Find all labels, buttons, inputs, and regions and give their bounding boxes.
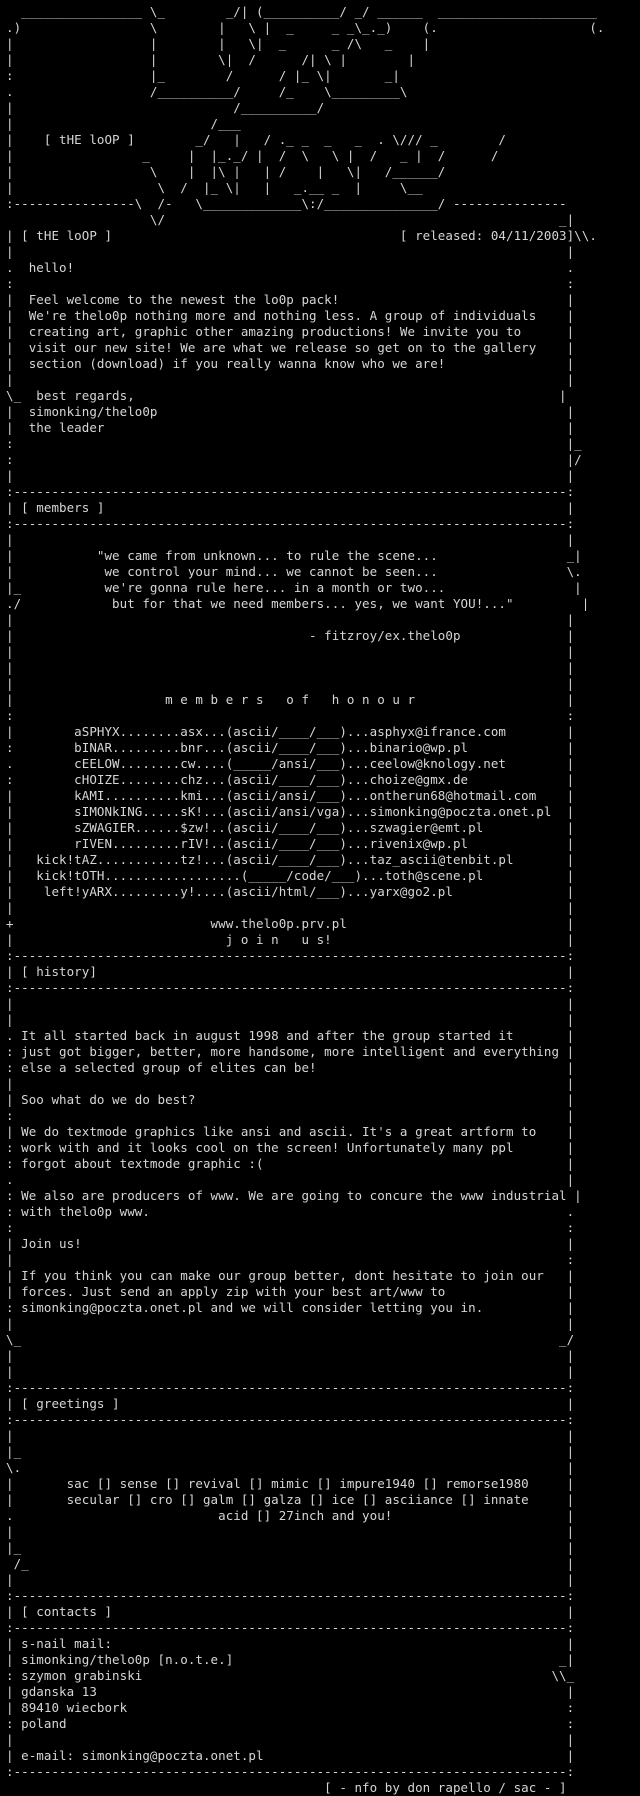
nfo-line: |_ | — [6, 1444, 575, 1459]
nfo-line: | "we came from unknown... to rule the scene... _| — [6, 548, 582, 563]
nfo-line: | | — [6, 1348, 575, 1363]
nfo-line: | | — [6, 1428, 575, 1443]
nfo-line: \_ _/ — [6, 1332, 575, 1347]
nfo-line: | kAMI..........kmi...(ascii/ansi/___)...ontherun68@hotmail.com | — [6, 788, 575, 803]
nfo-line: | creating art, graphic other amazing productions! We invite you to | — [6, 324, 575, 339]
nfo-line: | aSPHYX........asx...(ascii/____/___)...asphyx@ifrance.com | — [6, 724, 575, 739]
nfo-line: | | — [6, 676, 575, 691]
nfo-line: :----------------\ /- \_____________\:/_______________/ --------------- — [6, 196, 567, 211]
nfo-line: | - fitzroy/ex.thelo0p | — [6, 628, 575, 643]
nfo-line: | | — [6, 1524, 575, 1539]
nfo-line: | left!yARX.........y!....(ascii/html/___)...yarx@go2.pl | — [6, 884, 575, 899]
nfo-line: :-------------------------------------------------------------------------: — [6, 1620, 575, 1635]
nfo-line: : : — [6, 1220, 575, 1235]
nfo-line: | visit our new site! We are what we release so get on to the gallery | — [6, 340, 575, 355]
nfo-line: | | — [6, 1316, 575, 1331]
nfo-line: . cEELOW........cw....(_____/ansi/___)...ceelow@knology.net | — [6, 756, 575, 771]
nfo-line: | sac [] sense [] revival [] mimic [] impure1940 [] remorse1980 | — [6, 1476, 575, 1491]
nfo-line: :-------------------------------------------------------------------------: — [6, 1412, 575, 1427]
nfo-line: | [ tHE loOP ] _/ | / ._ _ _ _ . \/// _ / — [6, 132, 506, 147]
nfo-line: | [ members ] | — [6, 500, 575, 515]
nfo-line: |_ we're gonna rule here... in a month or two... | — [6, 580, 582, 595]
nfo-line: | | — [6, 1572, 575, 1587]
nfo-line: : : — [6, 708, 575, 723]
nfo-line: : with thelo0p www. . — [6, 1204, 575, 1219]
nfo-line: | [ greetings ] | — [6, 1396, 575, 1411]
nfo-line: :-------------------------------------------------------------------------: — [6, 484, 575, 499]
nfo-line: \_ best regards, | — [6, 388, 567, 403]
nfo-line: : | — [6, 1108, 575, 1123]
nfo-line: : simonking@poczta.onet.pl and we will consider letting you in. | — [6, 1300, 575, 1315]
nfo-line: : |/ — [6, 452, 582, 467]
nfo-line: ./ but for that we need members... yes, we want YOU!..." | — [6, 596, 590, 611]
nfo-line: | | — [6, 900, 575, 915]
nfo-line: | Soo what do we do best? | — [6, 1092, 575, 1107]
nfo-line: | [ contacts ] | — [6, 1604, 575, 1619]
nfo-line: [ - nfo by don rapello / sac - ] — [6, 1780, 567, 1795]
nfo-line: + www.thelo0p.prv.pl | — [6, 916, 575, 931]
nfo-line: . | — [6, 1172, 575, 1187]
nfo-line: | If you think you can make our group better, dont hesitate to join our | — [6, 1268, 575, 1283]
nfo-line: | | — [6, 612, 575, 627]
nfo-line: | secular [] cro [] galm [] galza [] ice [] asciiance [] innate | — [6, 1492, 575, 1507]
nfo-line: | /___ — [6, 116, 241, 131]
nfo-line: | \ / |_ \| | _.__ _ | \__ — [6, 180, 423, 195]
nfo-line: : cHOIZE........chz...(ascii/____/___)...choize@gmx.de | — [6, 772, 575, 787]
nfo-line: | /__________/ — [6, 100, 325, 115]
nfo-line: . acid [] 27inch and you! | — [6, 1508, 575, 1523]
nfo-line: | section (download) if you really wanna know who we are! | — [6, 356, 575, 371]
nfo-line: : szymon grabinski \\_ — [6, 1668, 575, 1683]
nfo-line: | | — [6, 372, 575, 387]
nfo-line: ________________ \_ _/| (__________/ _/ ______ _____________________ — [6, 4, 597, 19]
nfo-line: | 89410 wiecbork : — [6, 1700, 575, 1715]
nfo-line: | We do textmode graphics like ansi and ascii. It's a great artform to | — [6, 1124, 575, 1139]
nfo-line: | sZWAGIER......$zw!..(ascii/____/___)...szwagier@emt.pl | — [6, 820, 575, 835]
nfo-line: | forces. Just send an apply zip with your best art/www to | — [6, 1284, 575, 1299]
nfo-line: : just got bigger, better, more handsome, more intelligent and everything | — [6, 1044, 575, 1059]
nfo-line: | | — [6, 468, 575, 483]
nfo-line: | | — [6, 1012, 575, 1027]
nfo-line: : We also are producers of www. We are going to concure the www industrial | — [6, 1188, 582, 1203]
nfo-line: : else a selected group of elites can be! | — [6, 1060, 575, 1075]
nfo-line: | | — [6, 1076, 575, 1091]
nfo-line: | | | \| _ _ /\ _ | — [6, 36, 431, 51]
nfo-line: .) \ | \ | _ _ _\_._) (. (. — [6, 20, 605, 35]
nfo-line: | kick!tOTH..................(_____/code/___)...toth@scene.pl | — [6, 868, 575, 883]
nfo-line: | gdanska 13 | — [6, 1684, 575, 1699]
nfo-line: | : — [6, 1252, 575, 1267]
nfo-line: :-------------------------------------------------------------------------: — [6, 1380, 575, 1395]
nfo-line: : |_ — [6, 436, 582, 451]
nfo-line: :-------------------------------------------------------------------------: — [6, 516, 575, 531]
nfo-line: | | — [6, 996, 575, 1011]
nfo-line: : forgot about textmode graphic :( | — [6, 1156, 575, 1171]
nfo-line: | s-nail mail: | — [6, 1636, 575, 1651]
nfo-line: . /__________/ /_ \_________\ — [6, 84, 408, 99]
nfo-line: /_ | — [6, 1556, 575, 1571]
nfo-line: :-------------------------------------------------------------------------: — [6, 1588, 575, 1603]
nfo-line: | | — [6, 644, 575, 659]
nfo-line: | e-mail: simonking@poczta.onet.pl | — [6, 1748, 575, 1763]
nfo-line: | simonking/thelo0p | — [6, 404, 575, 419]
nfo-line: | m e m b e r s o f h o n o u r | — [6, 692, 575, 707]
nfo-line: | | \| / /| \ | | — [6, 52, 416, 67]
nfo-line: | sIMONkING.....sK!...(ascii/ansi/vga)...simonking@poczta.onet.pl | — [6, 804, 575, 819]
nfo-line: . hello! . — [6, 260, 575, 275]
nfo-line: | [ tHE loOP ] [ released: 04/11/2003]\\. — [6, 228, 597, 243]
nfo-line: | | — [6, 1732, 575, 1747]
nfo-line: | We're thelo0p nothing more and nothing less. A group of individuals | — [6, 308, 575, 323]
nfo-line: | | — [6, 532, 575, 547]
nfo-line: | [ history] | — [6, 964, 575, 979]
nfo-line: \/ _| — [6, 212, 575, 227]
nfo-line: | | — [6, 1364, 575, 1379]
nfo-line: | simonking/thelo0p [n.o.t.e.] _| — [6, 1652, 575, 1667]
nfo-line: : bINAR.........bnr...(ascii/____/___)...binario@wp.pl | — [6, 740, 575, 755]
nfo-line: | Feel welcome to the newest the lo0p pack! | — [6, 292, 575, 307]
nfo-line: |_ | — [6, 1540, 575, 1555]
nfo-line: : : — [6, 276, 575, 291]
nfo-line: :-------------------------------------------------------------------------: — [6, 1764, 575, 1779]
nfo-line: | \ | |\ | | / | \| /______/ — [6, 164, 446, 179]
nfo-line: | _ | |_._/ | / \ \ | / _ | / / — [6, 148, 499, 163]
nfo-line: :-------------------------------------------------------------------------: — [6, 948, 575, 963]
nfo-line: : work with and it looks cool on the screen! Unfortunately many ppl | — [6, 1140, 575, 1155]
nfo-line: | we control your mind... we cannot be seen... \. — [6, 564, 582, 579]
nfo-line: \. | — [6, 1460, 575, 1475]
nfo-line: :-------------------------------------------------------------------------: — [6, 980, 575, 995]
nfo-line: : poland : — [6, 1716, 575, 1731]
nfo-line: . It all started back in august 1998 and after the group started it | — [6, 1028, 575, 1043]
nfo-line: | the leader | — [6, 420, 575, 435]
nfo-line: | kick!tAZ...........tz!...(ascii/____/___)...taz_ascii@tenbit.pl | — [6, 852, 575, 867]
nfo-line: | j o i n u s! | — [6, 932, 575, 947]
nfo-line: | | — [6, 244, 575, 259]
nfo-line: | | — [6, 660, 575, 675]
nfo-line: : |_ / / |_ \| _| — [6, 68, 400, 83]
nfo-line: | Join us! | — [6, 1236, 575, 1251]
nfo-line: | rIVEN.........rIV!..(ascii/____/___)...rivenix@wp.pl | — [6, 836, 575, 851]
